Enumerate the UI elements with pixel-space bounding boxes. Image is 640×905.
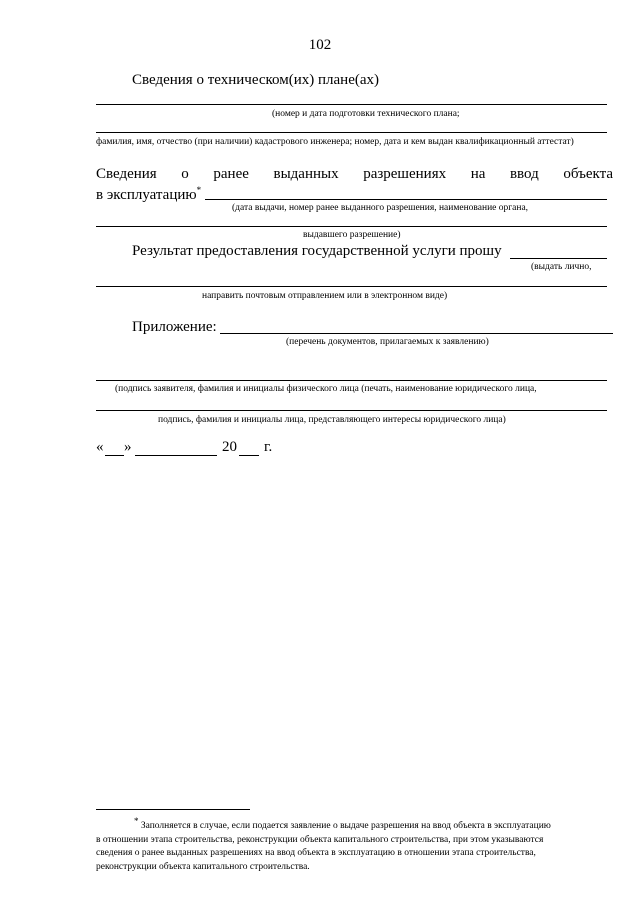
prior-permits-word: ввод	[509, 166, 539, 182]
footnote-separator	[96, 809, 250, 810]
prior-permits-field-2[interactable]	[96, 226, 607, 227]
prior-permits-word: разрешениях	[363, 166, 447, 182]
signature-caption-2: подпись, фамилия и инициалы лица, представляющего интересы юридического лица)	[158, 415, 506, 425]
technical-plan-caption-1: (номер и дата подготовки технического плана;	[272, 109, 460, 119]
prior-permits-word: о	[181, 166, 189, 182]
technical-plan-heading: Сведения о техническом(их) плане(ах)	[132, 72, 380, 88]
result-caption-2: направить почтовым отправлением или в электронном виде)	[202, 291, 448, 301]
date-year-prefix: 20	[222, 439, 237, 455]
prior-permits-word: выданных	[273, 166, 339, 182]
technical-plan-field[interactable]	[96, 104, 607, 105]
prior-permits-word: Сведения	[96, 166, 157, 182]
signature-caption-1: (подпись заявителя, фамилия и инициалы физического лица (печать, наименование юридического лица,	[115, 384, 537, 394]
footnote-marker: *	[196, 185, 202, 195]
footnote-line-4: реконструкции объекта капитального строительства.	[96, 861, 310, 872]
date-close-quote: »	[124, 439, 132, 455]
footnote-line-2: в отношении этапа строительства, реконструкции объекта капитального строительства, при этом указываются	[96, 834, 544, 845]
result-method-field-2[interactable]	[96, 286, 607, 287]
prior-permits-field[interactable]	[205, 199, 607, 200]
prior-permits-word: на	[470, 166, 486, 182]
applicant-signature-field[interactable]	[96, 380, 607, 381]
date-month-field[interactable]	[135, 455, 217, 456]
attachment-field[interactable]	[220, 333, 613, 334]
prior-permits-line2: в эксплуатацию*	[96, 185, 202, 203]
footnote-line-3: сведения о ранее выданных разрешениях на ввод объекта в эксплуатацию в отношении этапа строительства,	[96, 848, 536, 859]
footnote	[96, 815, 613, 875]
prior-permits-caption-2: выдавшего разрешение)	[303, 230, 401, 240]
result-caption-1: (выдать лично,	[531, 262, 592, 272]
date-year-field[interactable]	[239, 455, 259, 456]
date-open-quote: «	[96, 439, 104, 455]
prior-permits-word: объекта	[563, 166, 613, 182]
result-label: Результат предоставления государственной услуги прошу	[132, 243, 502, 259]
prior-permits-word: ранее	[213, 166, 249, 182]
result-method-field[interactable]	[510, 258, 607, 259]
prior-permits-caption-1: (дата выдачи, номер ранее выданного разрешения, наименование органа,	[232, 203, 529, 213]
attachment-label: Приложение:	[132, 319, 217, 335]
footnote-line-1: * Заполняется в случае, если подается заявление о выдаче разрешения на ввод объекта в эксплуатацию	[134, 816, 551, 832]
footnote-star: *	[134, 816, 139, 826]
attachment-caption: (перечень документов, прилагаемых к заявлению)	[286, 337, 489, 347]
prior-permits-heading	[96, 166, 613, 183]
page-number: 102	[308, 37, 332, 53]
date-day-field[interactable]	[105, 455, 124, 456]
cadastral-engineer-field[interactable]	[96, 132, 607, 133]
representative-signature-field[interactable]	[96, 410, 607, 411]
date-year-suffix: г.	[264, 439, 273, 455]
technical-plan-caption-2: фамилия, имя, отчество (при наличии) кадастрового инженера; номер, дата и кем выдан квалификационный аттестат)	[96, 137, 574, 147]
